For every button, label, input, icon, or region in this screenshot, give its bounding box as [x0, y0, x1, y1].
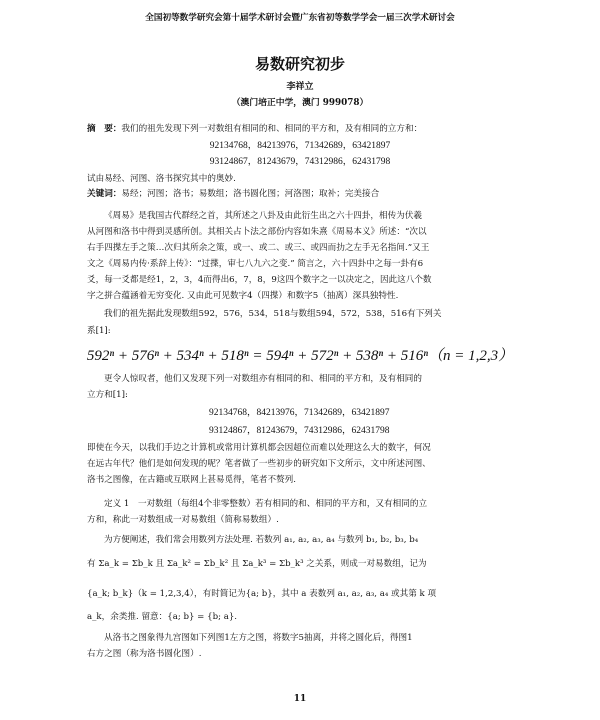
page-number: 11 [293, 694, 307, 704]
para4-line-3: 洛书之图像，在古籍或互联网上甚易觅得，笔者不赘列. [87, 475, 296, 485]
number-row-1: 92134768，84213976，71342689，63421897 [209, 408, 390, 418]
abstract-tail: 试由易经、河图、洛书探究其中的奥妙. [87, 174, 236, 184]
para1-line-5: 爻，每一爻都是经1，2，3，4而得出6，7，8，9这四个数字之一以决定之，因此这八个数 [87, 275, 432, 285]
main-equation: 592ⁿ + 576ⁿ + 534ⁿ + 518ⁿ = 594ⁿ + 572ⁿ + 538ⁿ + 516ⁿ（n = 1,2,3） [86, 348, 514, 364]
para4-line-2: 在远古年代？他们是如何发现的呢？笔者做了一些初步的研究如下文所示，文中所述河图、 [87, 459, 431, 469]
sequence-description: 为方便阐述，我们常会用数列方法处理. 若数列 a₁, a₂, a₃, a₄ 与数列 b₁, b₂, b₃, b₄ [104, 535, 419, 545]
number-row-2: 93124867，81243679，74312986，62431798 [209, 426, 390, 436]
author-name: 李祥立 [286, 82, 314, 92]
abstract-label: 摘 要： [87, 124, 122, 134]
para2-line-2: 系[1]: [87, 326, 111, 336]
para4-line-1: 即使在今天，以我们手边之计算机或常用计算机都会因超位而难以处理这么大的数字，何况 [87, 443, 431, 453]
para1-line-3: 右手四揲左手之策…次归其所余之策，或一、或二、或三、或四而扐之左手无名指间.”又王 [87, 243, 430, 253]
abstract-number-row-2: 93124867，81243679，74312986，62431798 [209, 157, 391, 167]
abstract-number-row-1: 92134768，84213976，71342689，63421897 [209, 141, 391, 151]
keywords-label: 关键词： [87, 189, 122, 199]
para1-line-2: 从河图和洛书中得到灵感所创。其相关占卜法之部份内容如朱熹《周易本义》所述：“次以 [87, 227, 427, 237]
para1-line-1: 《周易》是我国古代群经之首，其所述之八卦及由此衍生出之六十四卦，相传为伏羲 [104, 211, 422, 221]
sum-relations: 有 Σa_k = Σb_k 且 Σa_k² = Σb_k² 且 Σa_k³ = Σb_k³ 之关系，则成一对易数组，记为 [87, 559, 427, 569]
last-para-line-1: 从洛书之图象得九宫图如下列图1左方之图，将数字5抽离，并将之圆化后，得图1 [104, 633, 413, 643]
pair-notation-line-2: a_k，余类推. 留意：{a; b} = {b; a}. [87, 612, 238, 622]
para2-line-1: 我们的祖先据此发现数组592，576，534，518与数组594，572，538，516有下列关 [104, 309, 442, 319]
para1-line-6: 字之拼合蕴涵着无穷变化. 又由此可见数字4（四揲）和数字5（抽离）深具独特性. [87, 291, 399, 301]
abstract-line-1 [87, 125, 422, 134]
para3-line-2: 立方和[1]: [87, 390, 128, 400]
keywords-line [87, 190, 379, 199]
paper-title: 易数研究初步 [254, 55, 345, 73]
abstract-text: 我们的祖先发现下列一对数组有相同的和、相同的平方和，及有相同的立方和： [121, 124, 423, 134]
definition-line-2: 方和，称此一对数组成一对易数组（简称易数组）. [87, 515, 279, 525]
pair-notation-line-1: {a_k; b_k}（k = 1,2,3,4），有时简记为{a; b}，其中 a 表数列 a₁, a₂, a₃, a₄ 或其第 k 项 [87, 589, 437, 599]
conference-header: 全国初等数学研究会第十届学术研讨会暨广东省初等数学学会一届三次学术研讨会 [145, 13, 455, 23]
last-para-line-2: 右方之图（称为洛书圆化图）. [87, 649, 202, 659]
para3-line-1: 更令人惊叹者，他们又发现下列一对数组亦有相同的和、相同的平方和，及有相同的 [104, 374, 422, 384]
keywords-text: 易经；河图；洛书；易数组；洛书圆化图；河洛图；取补；完美接合 [121, 189, 380, 199]
definition-line-1: 定义 1 一对数组（每组4个非零整数）若有相同的和、相同的平方和，又有相同的立 [104, 499, 428, 509]
author-affiliation: （澳门培正中学，澳门 999078） [231, 98, 369, 108]
para1-line-4: 文之《周易内传·系辞上传》：“过揲，审七八九六之变.” 简言之，六十四卦中之每一卦有6 [87, 259, 424, 269]
